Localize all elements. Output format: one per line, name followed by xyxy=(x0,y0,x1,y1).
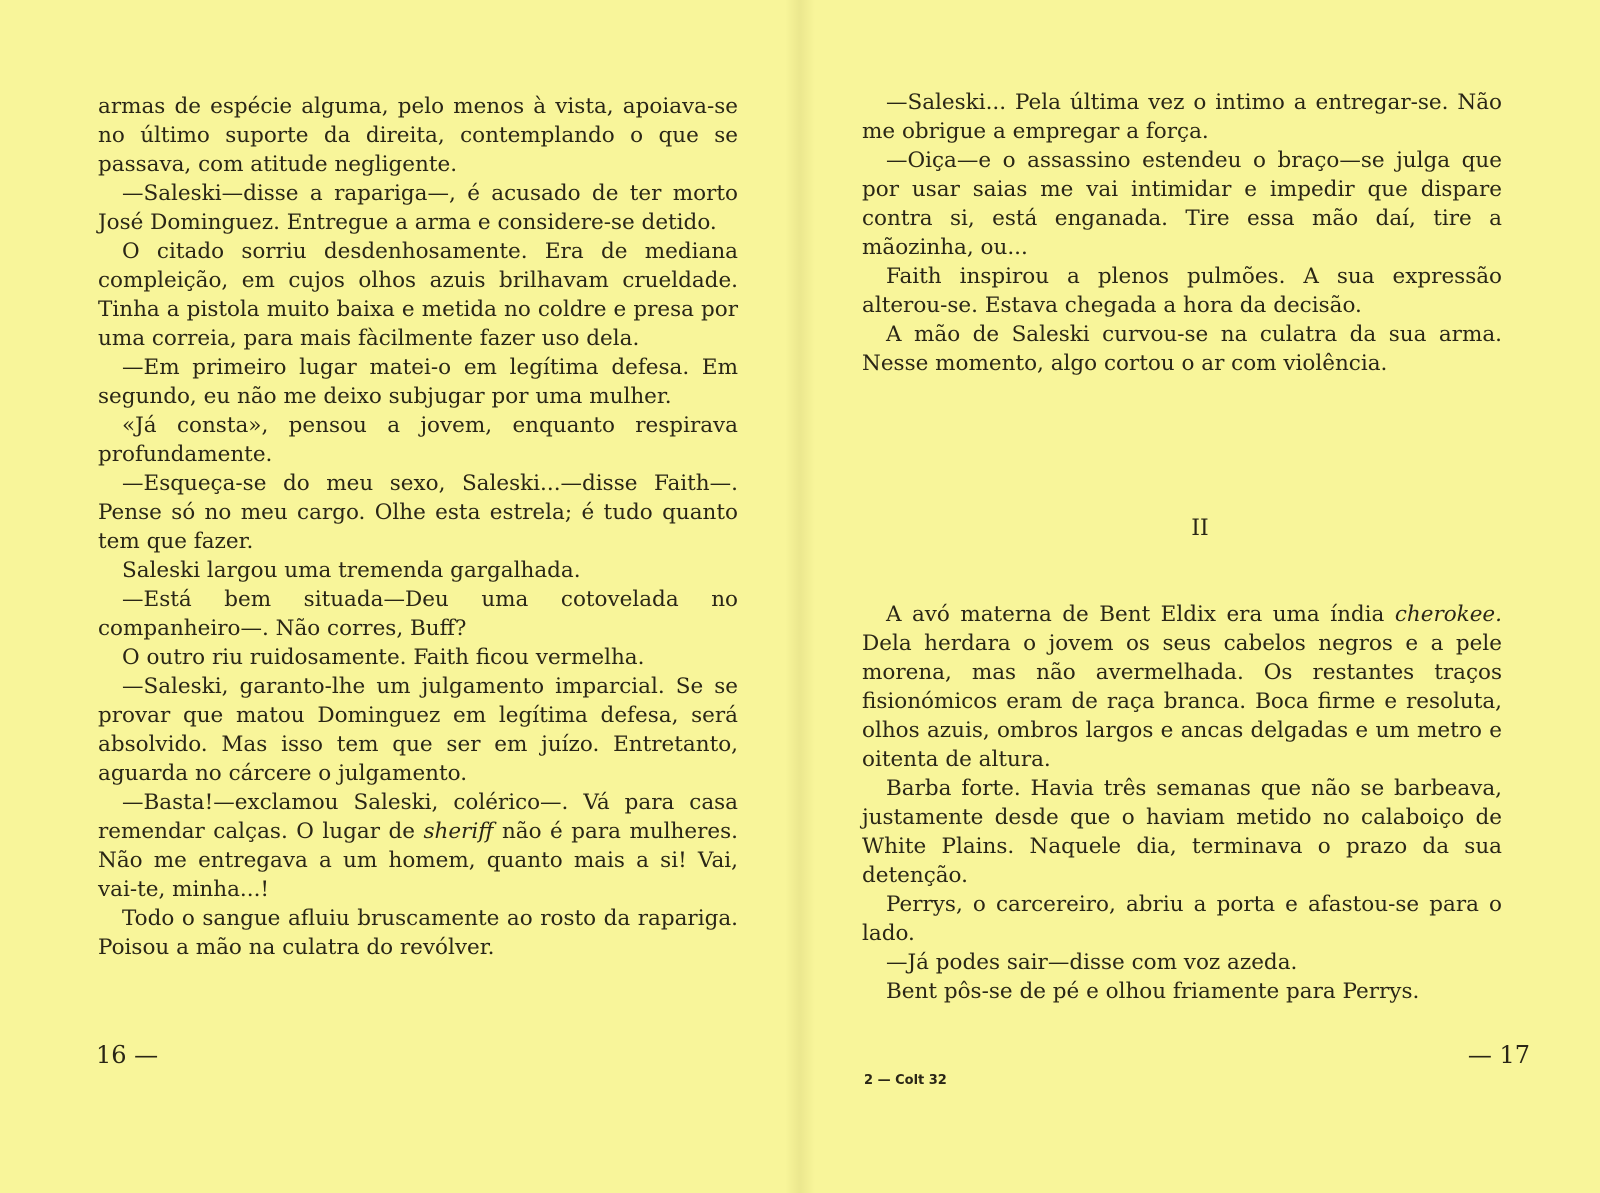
paragraph: Perrys, o carcereiro, abriu a porta e afastou-se para o lado. xyxy=(862,892,1502,946)
paragraph: Faith inspirou a plenos pulmões. A sua expressão alterou-se. Estava chegada a hora da decisão. xyxy=(862,264,1502,318)
signature-mark: 2 — Colt 32 xyxy=(864,1073,947,1088)
paragraph: armas de espécie alguma, pelo menos à vista, apoiava-se no último suporte da direita, contemplando o que se passava, com atitude negligente. xyxy=(98,94,738,177)
italic-term: sheriff xyxy=(423,819,494,844)
italic-term: cherokee. xyxy=(1394,602,1502,627)
left-page-body xyxy=(98,92,738,962)
paragraph: —Já podes sair—disse com voz azeda. xyxy=(886,950,1298,975)
paragraph xyxy=(98,788,738,904)
right-page-body-bottom xyxy=(862,600,1502,1006)
paragraph: Barba forte. Havia três semanas que não se barbeava, justamente desde que o haviam metido no calaboiço de White Plains. Naquele dia, terminava o prazo da sua detenção. xyxy=(862,776,1502,888)
paragraph: «Já consta», pensou a jovem, enquanto respirava profundamente. xyxy=(98,413,738,467)
paragraph-text: não é para mulheres. Não me entregava a um homem, quanto mais a si! Vai, vai-te, minha...! xyxy=(98,819,738,902)
paragraph: Bent pôs-se de pé e olhou friamente para Perrys. xyxy=(886,979,1420,1004)
paragraph: A mão de Saleski curvou-se na culatra da sua arma. Nesse momento, algo cortou o ar com violência. xyxy=(862,322,1502,376)
paragraph-text: Dela herdara o jovem os seus cabelos negros e a pele morena, mas não avermelhada. Os restantes traços fisionómicos eram de raça branca. Boca firme e resoluta, olhos azuis, ombros largos e ancas delgadas e um metro e oitenta de altura. xyxy=(862,631,1502,772)
paragraph: —Saleski—disse a rapariga—, é acusado de ter morto José Dominguez. Entregue a arma e considere-se detido. xyxy=(98,181,738,235)
paragraph: O citado sorriu desdenhosamente. Era de mediana compleição, em cujos olhos azuis brilhavam crueldade. Tinha a pistola muito baixa e metida no coldre e presa por uma correia, para mais fàcilmente fazer uso dela. xyxy=(98,239,738,351)
paragraph: —Em primeiro lugar matei-o em legítima defesa. Em segundo, eu não me deixo subjugar por uma mulher. xyxy=(98,355,738,409)
paragraph: —Está bem situada—Deu uma cotovelada no companheiro—. Não corres, Buff? xyxy=(98,587,738,641)
paragraph: Todo o sangue afluiu bruscamente ao rosto da rapariga. Poisou a mão na culatra do revólver. xyxy=(98,906,738,960)
right-page-body-top xyxy=(862,88,1502,378)
paragraph-text: A avó materna de Bent Eldix era uma índia xyxy=(886,602,1385,627)
paragraph: —Oiça—e o assassino estendeu o braço—se julga que por usar saias me vai intimidar e impedir que dispare contra si, está enganada. Tire essa mão daí, tire a mãozinha, ou... xyxy=(862,148,1502,260)
page-number: 16 — xyxy=(96,1041,159,1069)
book-gutter xyxy=(785,0,815,1193)
paragraph: —Saleski... Pela última vez o intimo a entregar-se. Não me obrigue a empregar a força. xyxy=(862,90,1502,144)
paragraph-text: —Basta!—exclamou Saleski, colérico—. Vá para casa remendar calças. O lugar de xyxy=(98,790,738,844)
page-number: — 17 xyxy=(1467,1041,1530,1069)
paragraph xyxy=(862,600,1502,774)
paragraph: —Saleski, garanto-lhe um julgamento imparcial. Se se provar que matou Dominguez em legítima defesa, será absolvido. Mas isso tem que ser em juízo. Entretanto, aguarda no cárcere o julgamento. xyxy=(98,674,738,786)
paragraph: Saleski largou uma tremenda gargalhada. xyxy=(122,558,581,583)
chapter-heading: II xyxy=(1191,516,1209,541)
right-page xyxy=(800,0,1600,1193)
paragraph: —Esqueça-se do meu sexo, Saleski...—disse Faith—. Pense só no meu cargo. Olhe esta estrela; é tudo quanto tem que fazer. xyxy=(98,471,738,554)
paragraph: O outro riu ruidosamente. Faith ficou vermelha. xyxy=(122,645,645,670)
